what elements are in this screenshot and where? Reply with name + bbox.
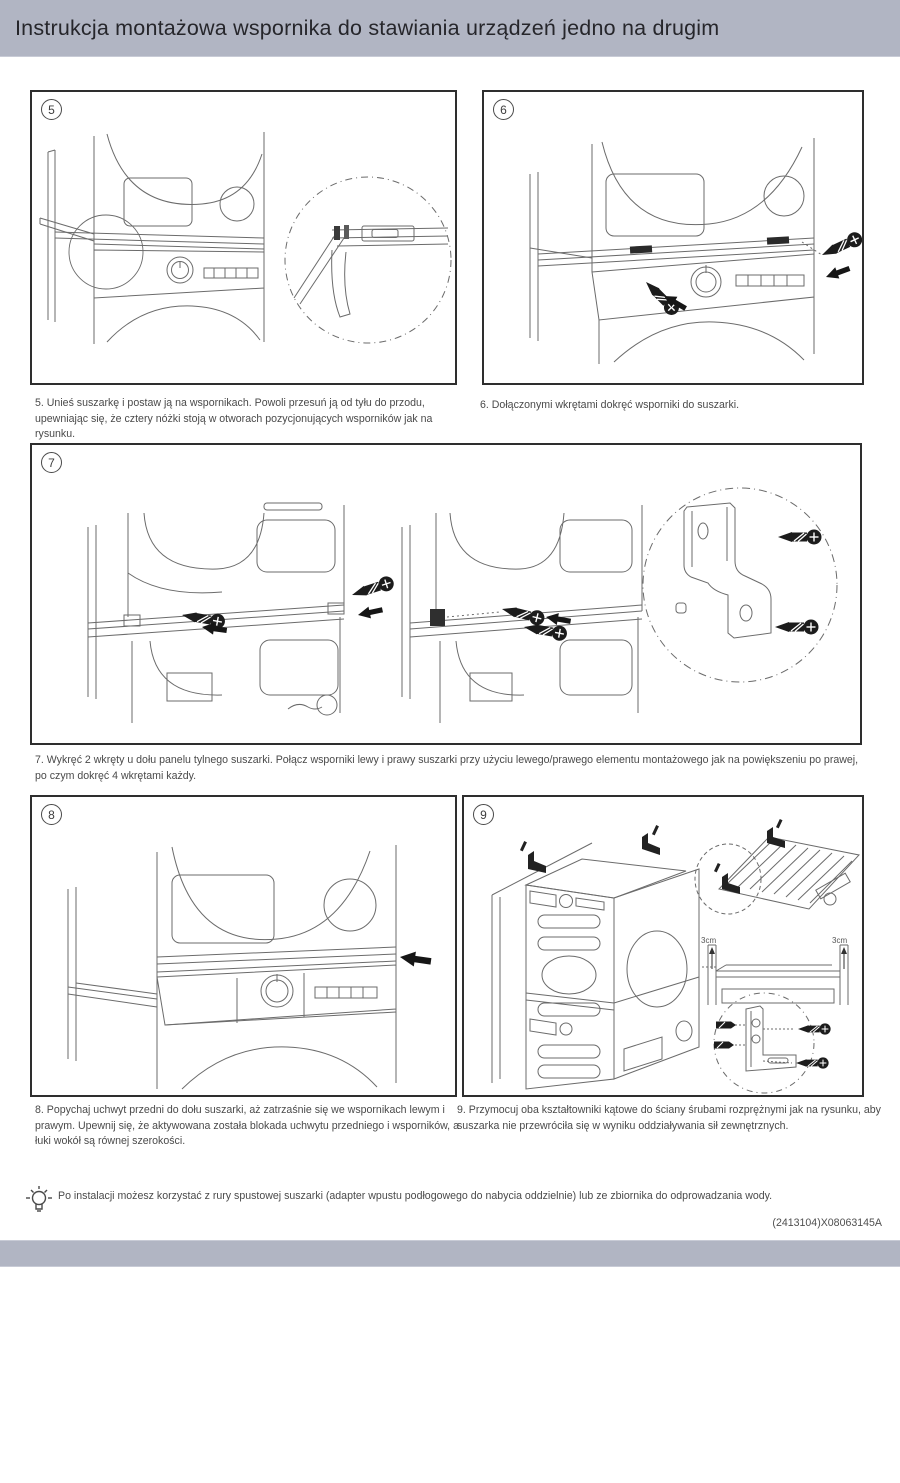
wall-anchored-stack: [492, 825, 699, 1089]
installation-tip: Po instalacji możesz korzystać z rury spustowej suszarki (adapter wpustu podłogowego do nabycia oddzielnie) lub ze zbiornika do odprowadzania wody.: [58, 1190, 773, 1202]
step-5-badge: 5: [41, 99, 62, 120]
page-header: [0, 0, 900, 57]
top-brackets-closeup: [695, 819, 859, 914]
wall-plug-icon: [716, 1022, 736, 1029]
step-6-badge: 6: [493, 99, 514, 120]
page-title: Instrukcja montażowa wspornika do stawiania urządzeń jedno na drugim: [15, 15, 720, 40]
screws-and-arrows-right: [500, 602, 571, 642]
step-7-caption: 7. Wykręć 2 wkręty u dołu panelu tylnego suszarki. Połącz wsporniki lewy i prawy suszarki przy użyciu lewego/prawego elementu montażowego jak na powiększeniu po prawej, po czym dokręć 4 wkrętami każdy.: [35, 754, 859, 782]
step-6-illustration: [484, 92, 862, 383]
step-9-caption: 9. Przymocuj oba kształtowniki kątowe do ściany śrubami rozprężnymi jak na rysunku, aby suszarka nie przewróciła się w wyniku oddziaływania sił zewnętrznych.: [457, 1104, 881, 1132]
screw-icon: [775, 620, 819, 635]
screws-and-arrows: [641, 230, 862, 318]
stacked-appliances-drawing: [530, 138, 822, 364]
screw-icon: [798, 1023, 831, 1034]
step-6-caption: 6. Dołączonymi wkrętami dokręć wsporniki do suszarki.: [480, 399, 740, 411]
wall-clearance-section: [701, 936, 848, 1005]
step-8-caption: 8. Popychaj uchwyt przedni do dołu suszarki, aż zatrzaśnie się we wspornikach lewym i prawym. Upewnij się, że aktywowana została blokada uchwytu przedniego i wsporników, a łuki wokół są równej szerokości.: [35, 1104, 459, 1147]
footer-bar: [0, 1240, 900, 1267]
screws-and-arrows-left: [181, 574, 396, 636]
arrow-icon: [357, 604, 384, 621]
step-8-badge: 8: [41, 804, 62, 825]
step-6-panel: [482, 90, 864, 385]
screw-icon: [819, 230, 862, 262]
screw-icon: [523, 620, 568, 642]
stacked-appliances-drawing: [40, 132, 264, 344]
step-5-caption: 5. Unieś suszarkę i postaw ją na wspornikach. Powoli przesuń ją od tyłu do przodu, upewniając się, że cztery nóżki stoją w otworach pozycjonujących wsporników jak na rysunku.: [35, 397, 433, 440]
magnified-mounting-element: [643, 488, 837, 682]
step-5-illustration: [32, 92, 455, 383]
magnified-bracket-detail: [285, 177, 451, 343]
rear-view-left: [88, 503, 344, 723]
step-8-panel: [30, 795, 457, 1097]
step-7-illustration: [32, 445, 860, 743]
wall-plug-icon: [714, 1042, 734, 1049]
step-7-badge: 7: [41, 452, 62, 473]
arrow-icon: [399, 950, 432, 969]
front-handle-closeup: [68, 845, 396, 1089]
screw-icon: [500, 602, 546, 627]
arrow-icon: [824, 263, 852, 283]
screw-icon: [796, 1057, 829, 1068]
step-8-illustration: [32, 797, 455, 1095]
step-9-badge: 9: [473, 804, 494, 825]
clearance-label-left: 3cm: [701, 936, 717, 945]
screw-icon: [778, 530, 822, 545]
step-9-panel: [462, 795, 864, 1097]
screw-icon: [350, 574, 396, 602]
document-code: (2413104)X08063145A: [772, 1217, 882, 1229]
tip-lightbulb-icon: [24, 1184, 54, 1216]
clearance-label-right: 3cm: [832, 936, 848, 945]
highlight-circle: [69, 215, 143, 289]
magnifier-screws: [775, 530, 822, 635]
step-5-panel: [30, 90, 457, 385]
step-9-illustration: [464, 797, 862, 1095]
step-7-panel: [30, 443, 862, 745]
